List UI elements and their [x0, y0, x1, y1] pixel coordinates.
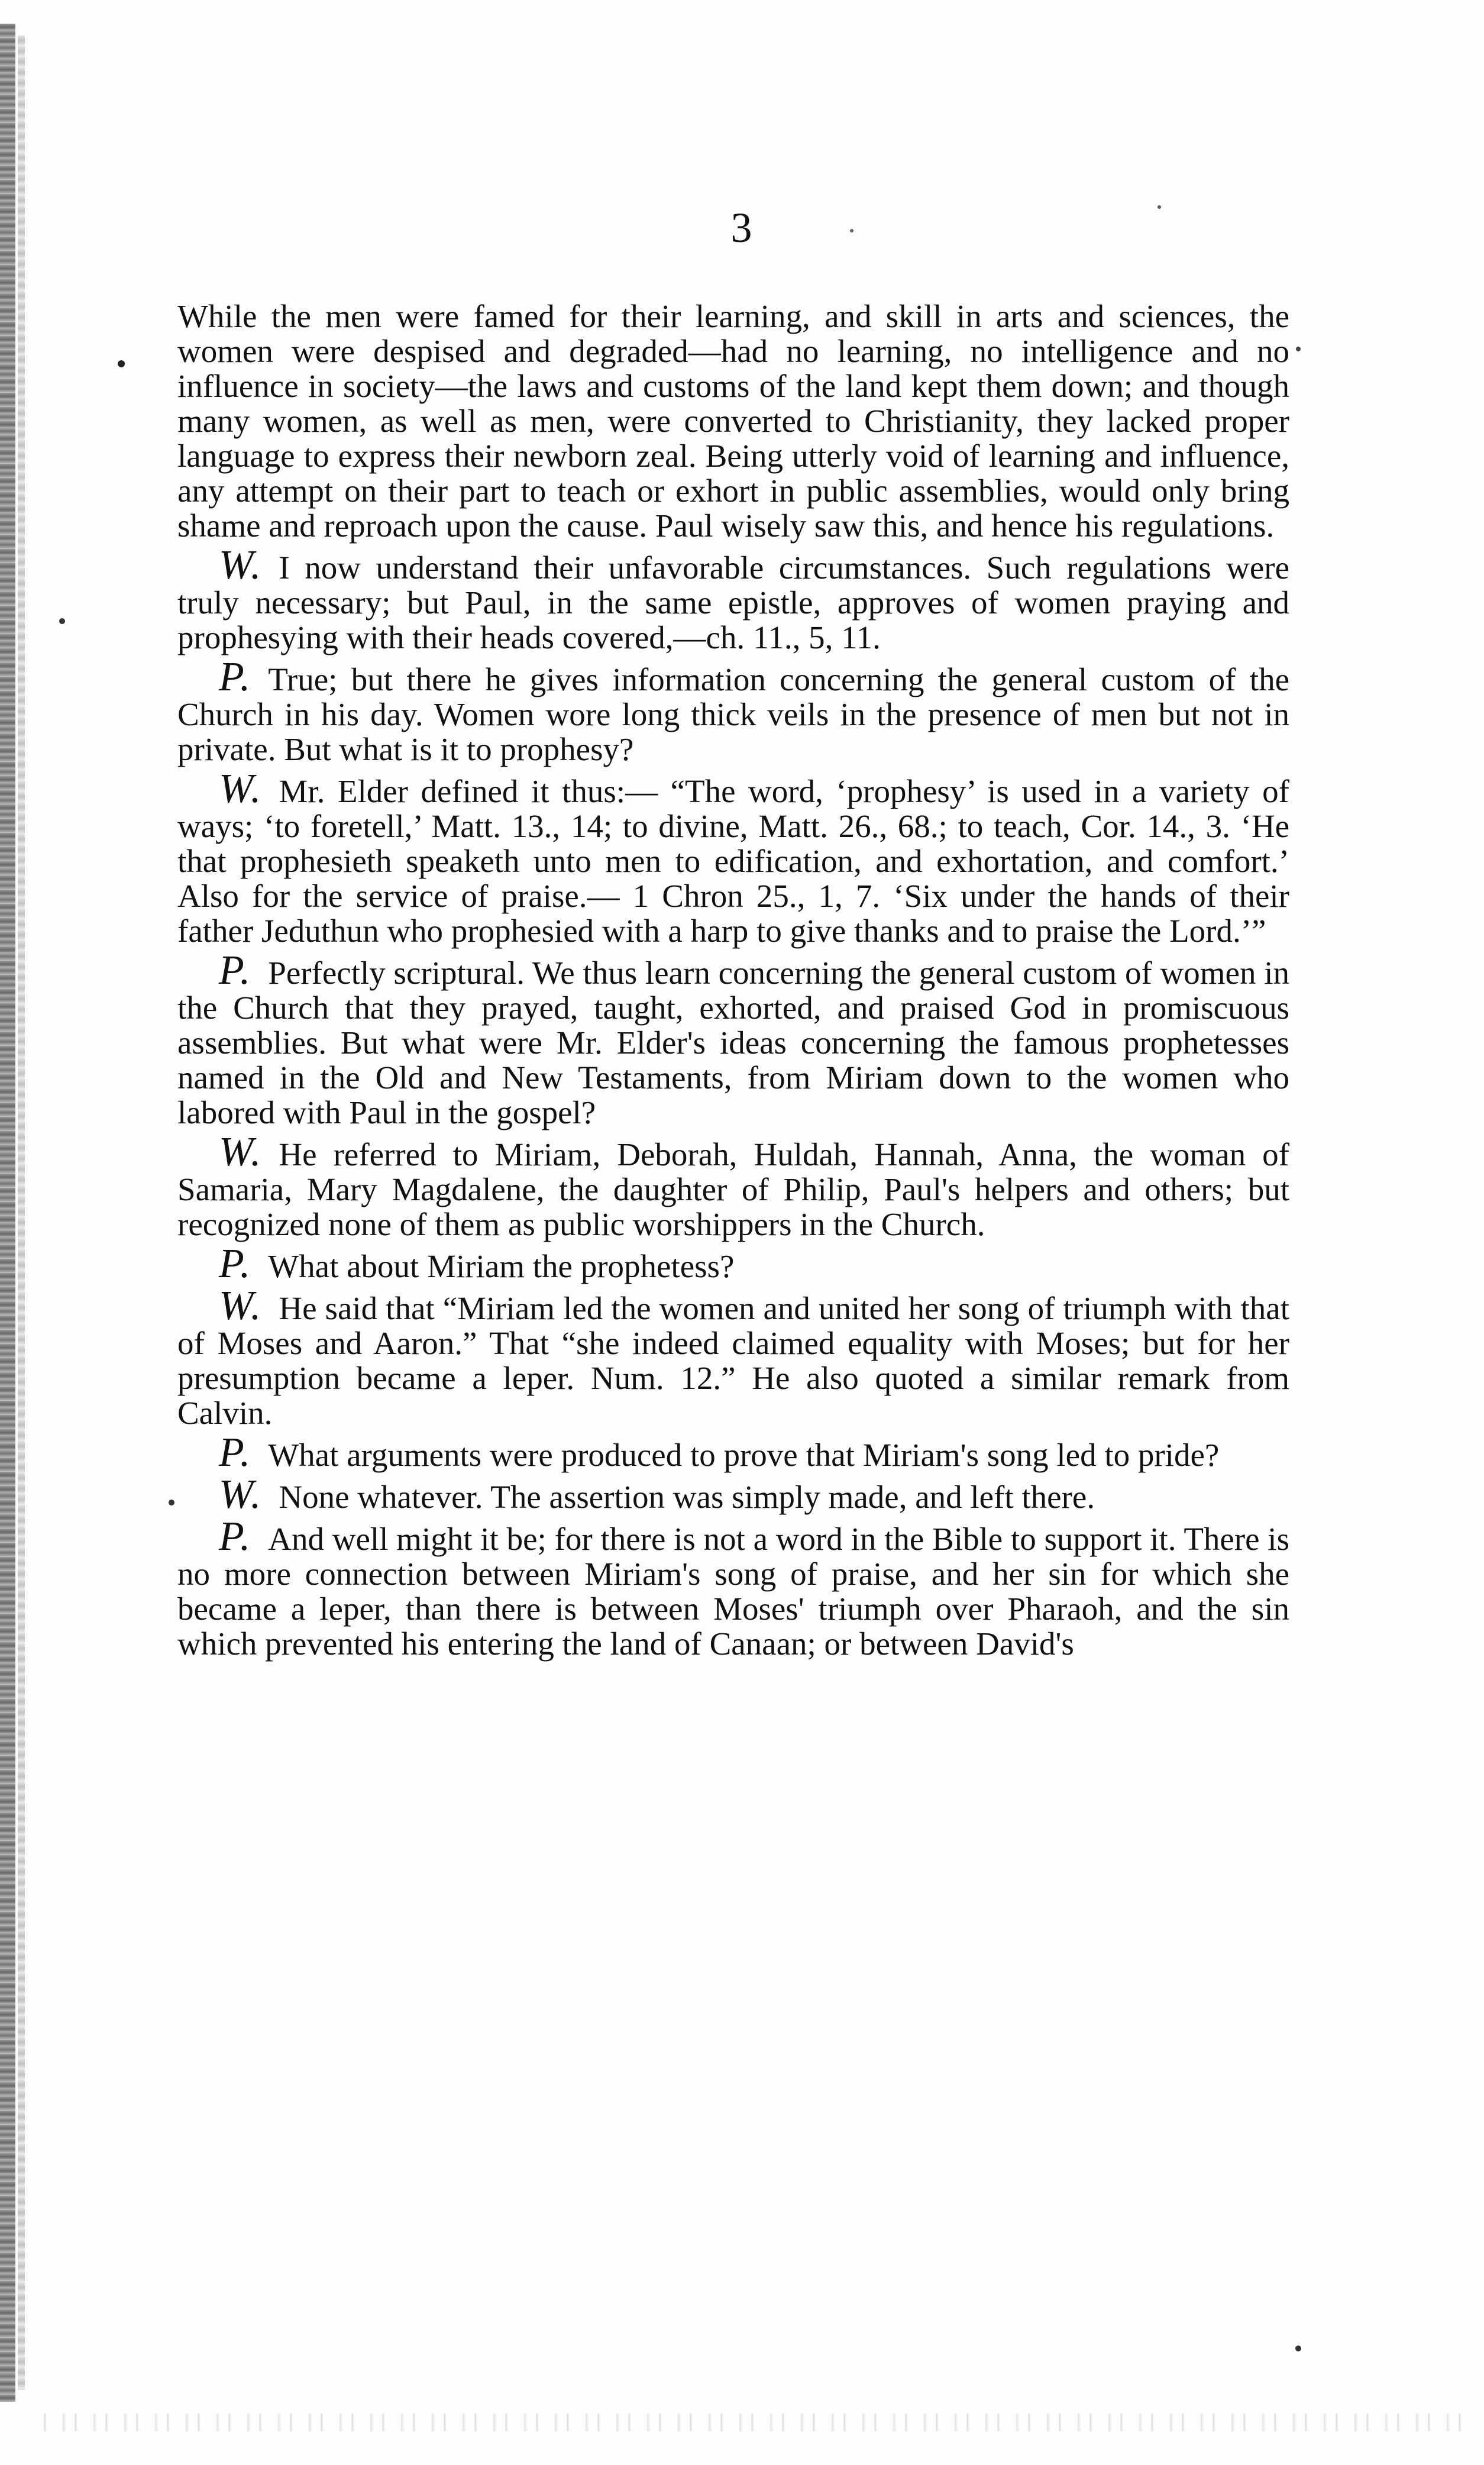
paragraph-w-2 — [177, 766, 1289, 949]
body-text — [177, 299, 1289, 1661]
page-number: 3 — [730, 204, 754, 251]
paragraph-p-1 — [177, 654, 1289, 767]
scan-noise-strip — [35, 2414, 1467, 2431]
paragraph-p-4 — [177, 1430, 1289, 1475]
binding-edge-shadow — [18, 35, 25, 2390]
paragraph-text: What arguments were produced to prove that Miriam's song led to pride? — [268, 1437, 1220, 1473]
paragraph-text: I now understand their unfavorable circumstances. Such regulations were truly necessary; but Paul, in the same epistle, approves of women praying and prophesying with their heads covered,—ch. 11., 5, 11. — [177, 550, 1289, 655]
paragraph-text: None whatever. The assertion was simply made, and left there. — [279, 1479, 1095, 1515]
paragraph-intro — [177, 299, 1289, 543]
paragraph-w-4 — [177, 1283, 1289, 1431]
paragraph-text: Mr. Elder defined it thus:— “The word, ‘prophesy’ is used in a variety of ways; ‘to foretell,’ Matt. 13., 14; to divine, Matt. 26., 68.; to teach, Cor. 14., 3. ‘He that prophesieth speaketh unto men to edification, and exhortation, and comfort.’ Also for the service of praise.— 1 Chron 25., 1, 7. ‘Six under the hands of their father Jeduthun who prophesied with a harp to give thanks and to praise the Lord.’” — [177, 773, 1289, 949]
paragraph-w-5 — [177, 1472, 1289, 1517]
paragraph-text: True; but there he gives information concerning the general custom of the Church in his day. Women wore long thick veils in the presence of men but not in private. But what is it to prophesy? — [177, 661, 1289, 767]
paragraph-text: What about Miriam the prophetess? — [268, 1248, 735, 1284]
speaker-label: W. — [219, 1472, 263, 1517]
paragraph-p-2 — [177, 948, 1289, 1130]
paragraph-text: Perfectly scriptural. We thus learn concerning the general custom of women in the Church that they prayed, taught, exhorted, and praised God in promiscuous assemblies. But what were Mr. Elder's ideas concerning the famous prophetesses named in the Old and New Testaments, from Miriam down to the women who labored with Paul in the gospel? — [177, 955, 1289, 1130]
paragraph-p-3 — [177, 1241, 1289, 1287]
speaker-label: P. — [219, 1241, 252, 1287]
paragraph-w-3 — [177, 1129, 1289, 1242]
paragraph-w-1 — [177, 542, 1289, 655]
speaker-label: W. — [219, 766, 263, 812]
paragraph-text: And well might it be; for there is not a word in the Bible to support it. There is no more connection between Miriam's song of praise, and her sin for which she became a leper, than there is between Moses' triumph over Pharaoh, and the sin which prevented his entering the land of Canaan; or between David's — [177, 1521, 1289, 1662]
speaker-label: W. — [219, 1283, 263, 1329]
speaker-label: W. — [219, 1129, 263, 1175]
binding-edge — [0, 24, 15, 2402]
paragraph-text: He referred to Miriam, Deborah, Huldah, Hannah, Anna, the woman of Samaria, Mary Magdalene, the daughter of Philip, Paul's helpers and others; but recognized none of them as public worshippers in the Church. — [177, 1136, 1289, 1242]
speaker-label: P. — [219, 1514, 252, 1559]
speaker-label: P. — [219, 654, 252, 700]
speaker-label: P. — [219, 1430, 252, 1475]
speaker-label: W. — [219, 542, 263, 588]
paragraph-text: He said that “Miriam led the women and united her song of triumph with that of Moses and Aaron.” That “she indeed claimed equality with Moses; but for her presumption became a leper. Num. 12.” He also quoted a similar remark from Calvin. — [177, 1290, 1289, 1431]
paragraph-p-5 — [177, 1514, 1289, 1662]
speaker-label: P. — [219, 948, 252, 993]
paragraph-text: While the men were famed for their learning, and skill in arts and sciences, the women were despised and degraded—had no learning, no intelligence and no influence in society—the laws and customs of the land kept them down; and though many women, as well as men, were converted to Christianity, they lacked proper language to express their newborn zeal. Being utterly void of learning and influence, any attempt on their part to teach or exhort in public assemblies, would only bring shame and reproach upon the cause. Paul wisely saw this, and hence his regulations. — [177, 298, 1289, 544]
